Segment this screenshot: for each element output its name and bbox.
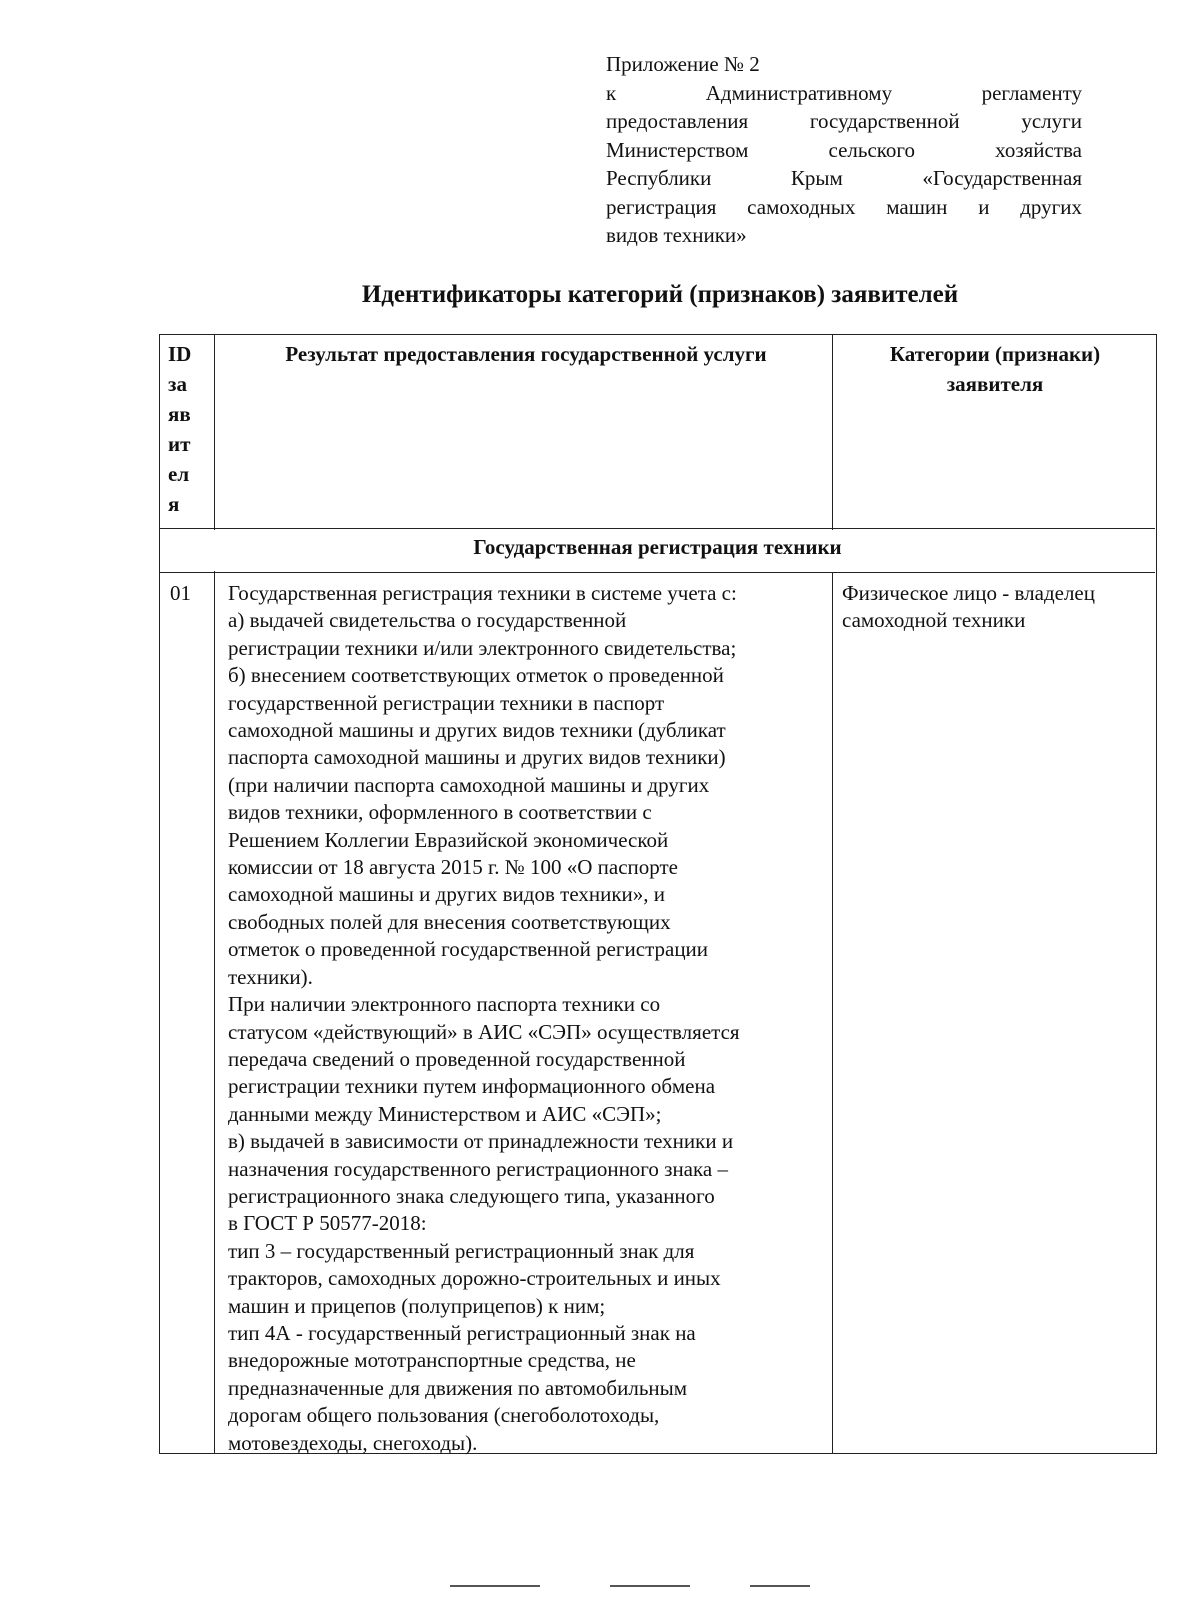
header-id [168, 339, 208, 519]
result-line: свободных полей для внесения соответствующих [228, 909, 671, 934]
category-line: самоходной техники [842, 608, 1026, 633]
header-id-line: ID [168, 342, 192, 366]
result-line: дорогам общего пользования (снегоболотоходы, [228, 1403, 660, 1428]
result-line: комиссии от 18 августа 2015 г. № 100 «О паспорте [228, 855, 678, 880]
header-category [836, 339, 1154, 399]
row-category [842, 580, 1154, 635]
result-line: тракторов, самоходных дорожно-строительных и иных [228, 1266, 721, 1291]
result-line: регистрационного знака следующего типа, указанного [228, 1183, 715, 1208]
result-line: передача сведений о проведенной государственной [228, 1046, 686, 1071]
result-line: в) выдачей в зависимости от принадлежности техники и [228, 1129, 734, 1154]
result-line: (при наличии паспорта самоходной машины и других [228, 772, 710, 797]
result-line: При наличии электронного паспорта техники со [228, 992, 661, 1017]
header-category-line: заявителя [946, 372, 1044, 396]
row-divider [160, 528, 1155, 529]
footer-marks [430, 1585, 810, 1589]
result-line: отметок о проведенной государственной регистрации [228, 937, 709, 962]
appendix-line: предоставления государственной услуги [606, 109, 1082, 133]
row-divider [160, 572, 1155, 573]
header-result: Результат предоставления государственной услуги [285, 342, 767, 366]
result-line: назначения государственного регистрационного знака – [228, 1156, 728, 1181]
result-line: б) внесением соответствующих отметок о проведенной [228, 663, 724, 688]
appendix-line: регистрация самоходных машин и других [606, 194, 1082, 219]
appendix-line: к Административному регламенту [606, 80, 1082, 105]
column-divider [214, 335, 215, 1453]
row-id: 01 [170, 581, 191, 605]
result-line: а) выдачей свидетельства о государственной [228, 608, 627, 633]
result-line: тип 3 – государственный регистрационный знак для [228, 1238, 695, 1263]
header-id-line: ел [168, 462, 190, 486]
column-divider [832, 335, 833, 530]
appendix-header [606, 50, 1082, 250]
result-line: данными между Министерством и АИС «СЭП»; [228, 1101, 662, 1126]
category-line: Физическое лицо - владелец [842, 581, 1095, 605]
result-line: Государственная регистрация техники в системе учета с: [228, 581, 737, 605]
result-line: тип 4А - государственный регистрационный знак на [228, 1320, 696, 1345]
result-line: регистрации техники и/или электронного свидетельства; [228, 635, 737, 660]
result-line: паспорта самоходной машины и других видов техники) [228, 745, 726, 770]
header-id-line: я [168, 492, 180, 516]
header-id-line: за [168, 372, 187, 396]
header-id-line: ит [168, 432, 191, 456]
section-title: Государственная регистрация техники [473, 535, 842, 559]
result-line: мотовездеходы, снегоходы). [228, 1430, 478, 1455]
result-line: самоходной машины и других видов техники», и [228, 882, 666, 907]
result-line: регистрации техники путем информационного обмена [228, 1074, 716, 1099]
appendix-line: Министерством сельского хозяйства [606, 137, 1082, 162]
result-line: самоходной машины и других видов техники (дубликат [228, 718, 726, 743]
result-line: в ГОСТ Р 50577-2018: [228, 1211, 427, 1236]
result-line: статусом «действующий» в АИС «СЭП» осуществляется [228, 1019, 740, 1044]
appendix-line: видов техники» [606, 223, 747, 247]
header-id-line: яв [168, 402, 191, 426]
appendix-line: Республики Крым «Государственная [606, 166, 1082, 190]
column-divider [832, 573, 833, 1453]
page-title: Идентификаторы категорий (признаков) заявителей [361, 281, 959, 308]
result-line: предназначенные для движения по автомобильным [228, 1375, 688, 1400]
result-line: видов техники, оформленного в соответствии с [228, 800, 652, 825]
appendix-line: Приложение № 2 [606, 52, 760, 76]
applicant-categories-table [159, 334, 1157, 1454]
result-line: техники). [228, 964, 313, 989]
result-line: внедорожные мототранспортные средства, не [228, 1348, 636, 1373]
result-line: машин и прицепов (полуприцепов) к ним; [228, 1293, 606, 1318]
result-line: государственной регистрации техники в паспорт [228, 690, 665, 715]
header-category-line: Категории (признаки) [889, 342, 1101, 366]
row-result [228, 580, 832, 1457]
result-line: Решением Коллегии Евразийской экономической [228, 827, 669, 852]
